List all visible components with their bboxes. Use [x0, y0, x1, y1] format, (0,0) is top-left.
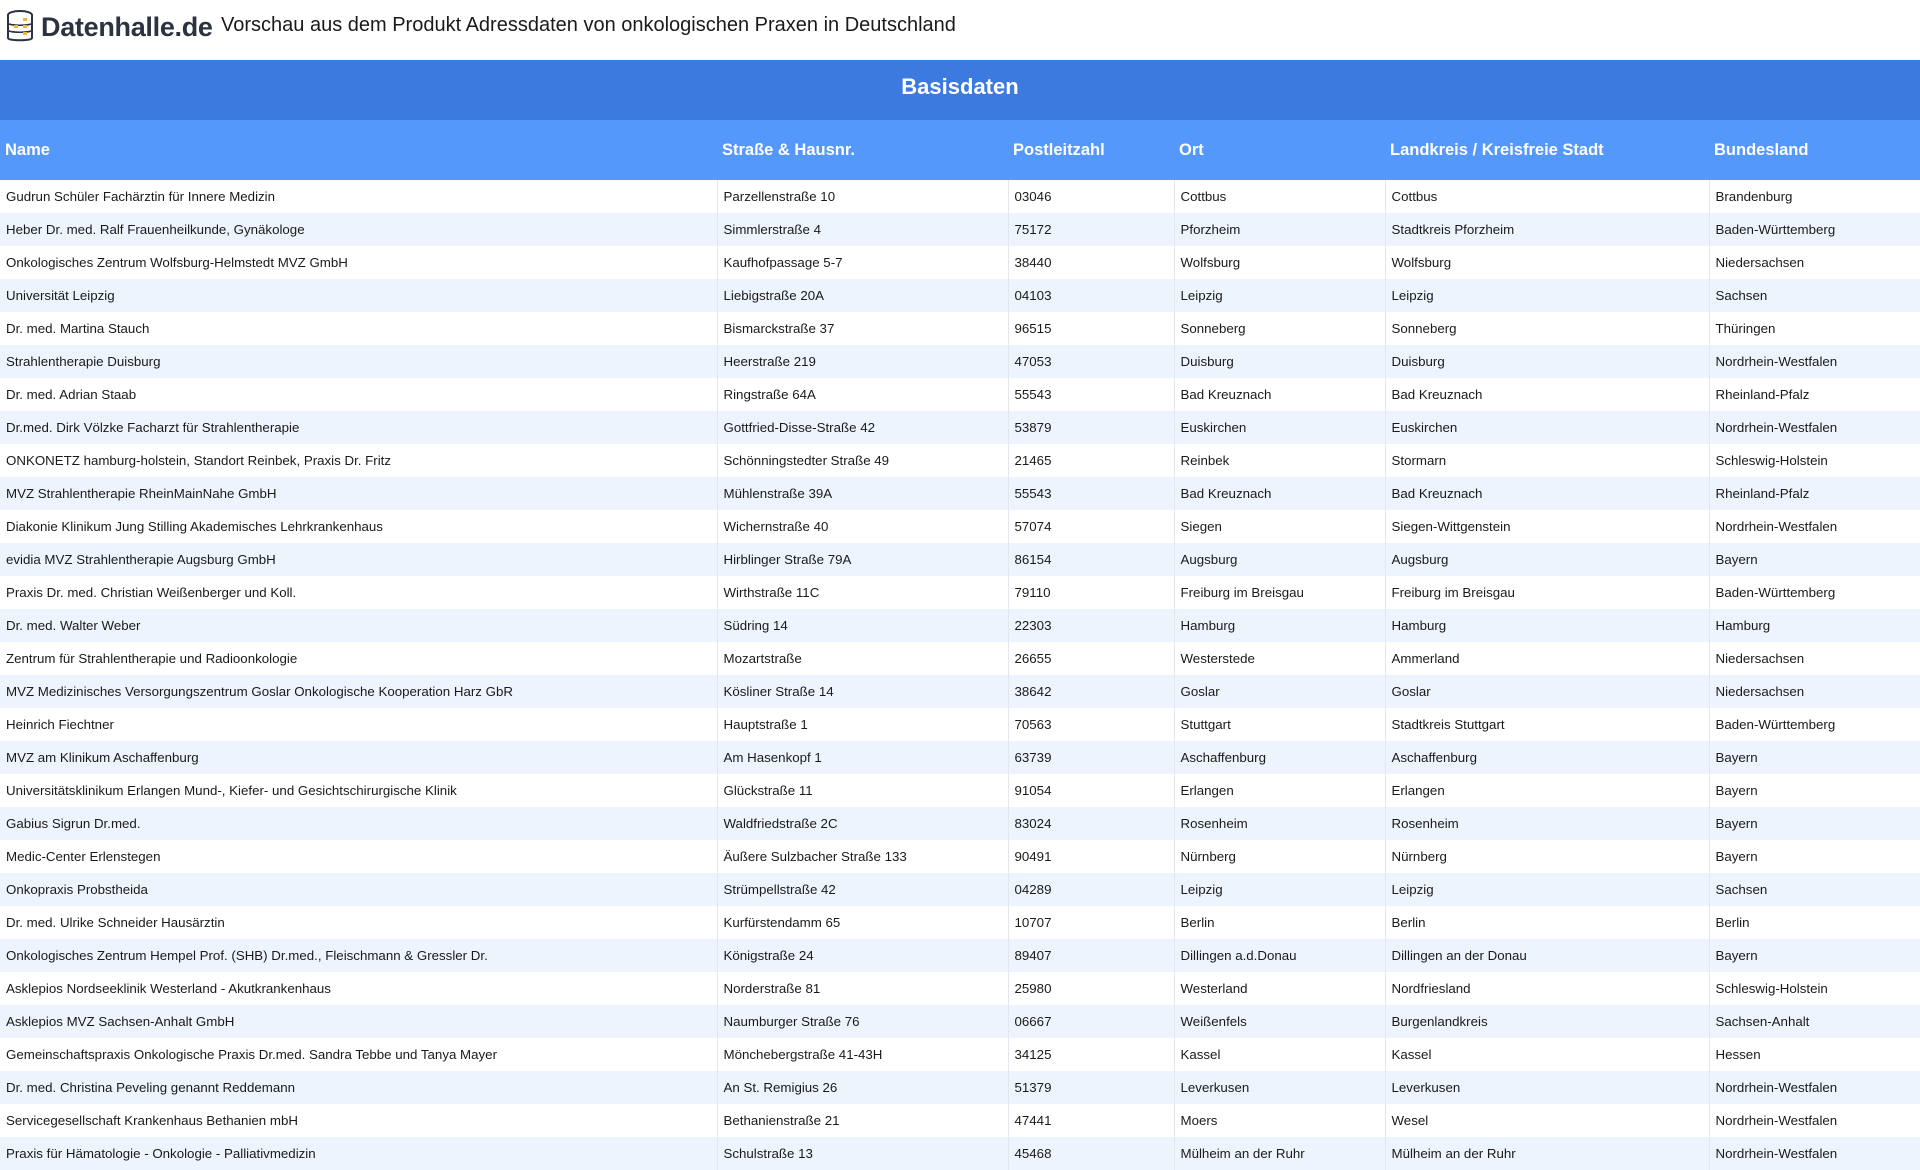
cell-city: Dillingen a.d.Donau	[1174, 939, 1385, 972]
cell-street: Königstraße 24	[717, 939, 1008, 972]
cell-postal-code: 04103	[1008, 279, 1174, 312]
cell-name: Dr. med. Walter Weber	[0, 609, 717, 642]
cell-district: Erlangen	[1385, 774, 1709, 807]
cell-postal-code: 21465	[1008, 444, 1174, 477]
cell-state: Bayern	[1715, 816, 1758, 831]
cell-street: Wichernstraße 40	[717, 510, 1008, 543]
cell-district: Sonneberg	[1385, 312, 1709, 345]
table-row	[0, 939, 1920, 972]
cell-name: Dr. med. Ulrike Schneider Hausärztin	[0, 906, 717, 939]
cell-district: Stadtkreis Pforzheim	[1385, 213, 1709, 246]
cell-state: Sachsen	[1715, 288, 1768, 303]
cell-city: Duisburg	[1174, 345, 1385, 378]
cell-district: Bad Kreuznach	[1385, 477, 1709, 510]
cell-state: Nordrhein-Westfalen	[1715, 1113, 1838, 1128]
cell-street: Hauptstraße 1	[717, 708, 1008, 741]
cell-name: Dr. med. Martina Stauch	[0, 312, 717, 345]
column-header-street: Straße & Hausnr.	[717, 120, 1008, 180]
cell-district: Kassel	[1385, 1038, 1709, 1071]
cell-street: Schulstraße 13	[717, 1137, 1008, 1170]
cell-district: Stadtkreis Stuttgart	[1385, 708, 1709, 741]
cell-postal-code: 86154	[1008, 543, 1174, 576]
cell-name: Medic-Center Erlenstegen	[0, 840, 717, 873]
cell-city: Westerstede	[1174, 642, 1385, 675]
table-row	[0, 477, 1920, 510]
cell-city: Aschaffenburg	[1174, 741, 1385, 774]
table-row	[0, 906, 1920, 939]
cell-state: Schleswig-Holstein	[1715, 453, 1828, 468]
column-header-city: Ort	[1174, 120, 1385, 180]
cell-city: Mülheim an der Ruhr	[1174, 1137, 1385, 1170]
page-title: Vorschau aus dem Produkt Adressdaten von onkologischen Praxen in Deutschland	[221, 14, 956, 36]
table-row	[0, 807, 1920, 840]
cell-city: Euskirchen	[1174, 411, 1385, 444]
cell-street: Kaufhofpassage 5-7	[717, 246, 1008, 279]
cell-postal-code: 96515	[1008, 312, 1174, 345]
table-row	[0, 180, 1920, 213]
table-row	[0, 1038, 1920, 1071]
cell-postal-code: 06667	[1008, 1005, 1174, 1038]
column-header-district: Landkreis / Kreisfreie Stadt	[1385, 120, 1709, 180]
cell-state: Baden-Württemberg	[1715, 585, 1836, 600]
table-row	[0, 1071, 1920, 1104]
cell-postal-code: 75172	[1008, 213, 1174, 246]
cell-district: Stormarn	[1385, 444, 1709, 477]
cell-city: Moers	[1174, 1104, 1385, 1137]
cell-district: Leipzig	[1385, 873, 1709, 906]
cell-street: Glückstraße 11	[717, 774, 1008, 807]
cell-state: Baden-Württemberg	[1715, 222, 1836, 237]
cell-city: Augsburg	[1174, 543, 1385, 576]
table-row	[0, 708, 1920, 741]
cell-state: Nordrhein-Westfalen	[1715, 1080, 1838, 1095]
cell-city: Pforzheim	[1174, 213, 1385, 246]
cell-postal-code: 63739	[1008, 741, 1174, 774]
table-row	[0, 609, 1920, 642]
cell-name: Gudrun Schüler Fachärztin für Innere Medizin	[0, 180, 717, 213]
cell-street: Mozartstraße	[717, 642, 1008, 675]
table-row	[0, 411, 1920, 444]
cell-postal-code: 25980	[1008, 972, 1174, 1005]
cell-postal-code: 55543	[1008, 378, 1174, 411]
cell-street: Waldfriedstraße 2C	[717, 807, 1008, 840]
cell-city: Weißenfels	[1174, 1005, 1385, 1038]
cell-state: Niedersachsen	[1715, 255, 1805, 270]
cell-street: Mönchebergstraße 41-43H	[717, 1038, 1008, 1071]
cell-district: Rosenheim	[1385, 807, 1709, 840]
table-row	[0, 312, 1920, 345]
cell-district: Cottbus	[1385, 180, 1709, 213]
cell-name: Heinrich Fiechtner	[0, 708, 717, 741]
cell-city: Freiburg im Breisgau	[1174, 576, 1385, 609]
cell-name: evidia MVZ Strahlentherapie Augsburg GmbH	[0, 543, 717, 576]
database-stack-icon	[5, 9, 37, 45]
cell-postal-code: 26655	[1008, 642, 1174, 675]
cell-city: Sonneberg	[1174, 312, 1385, 345]
cell-street: Naumburger Straße 76	[717, 1005, 1008, 1038]
cell-street: Am Hasenkopf 1	[717, 741, 1008, 774]
cell-postal-code: 79110	[1008, 576, 1174, 609]
cell-district: Leverkusen	[1385, 1071, 1709, 1104]
cell-district: Wesel	[1385, 1104, 1709, 1137]
cell-street: Gottfried-Disse-Straße 42	[717, 411, 1008, 444]
cell-district: Nordfriesland	[1385, 972, 1709, 1005]
table-row	[0, 444, 1920, 477]
cell-postal-code: 47053	[1008, 345, 1174, 378]
logo-link[interactable]	[5, 9, 213, 45]
cell-city: Bad Kreuznach	[1174, 477, 1385, 510]
table-row	[0, 1104, 1920, 1137]
cell-state: Thüringen	[1715, 321, 1776, 336]
cell-postal-code: 45468	[1008, 1137, 1174, 1170]
cell-street: Hirblinger Straße 79A	[717, 543, 1008, 576]
cell-name: ONKONETZ hamburg-holstein, Standort Reinbek, Praxis Dr. Fritz	[0, 444, 717, 477]
cell-street: Liebigstraße 20A	[717, 279, 1008, 312]
cell-state: Bayern	[1715, 750, 1758, 765]
cell-district: Euskirchen	[1385, 411, 1709, 444]
table-row	[0, 279, 1920, 312]
cell-district: Goslar	[1385, 675, 1709, 708]
cell-city: Hamburg	[1174, 609, 1385, 642]
cell-state: Bayern	[1715, 552, 1758, 567]
cell-street: Mühlenstraße 39A	[717, 477, 1008, 510]
cell-city: Leverkusen	[1174, 1071, 1385, 1104]
table-header	[0, 120, 1920, 180]
cell-street: Strümpellstraße 42	[717, 873, 1008, 906]
cell-city: Wolfsburg	[1174, 246, 1385, 279]
cell-postal-code: 90491	[1008, 840, 1174, 873]
table-body	[0, 180, 1920, 1170]
cell-postal-code: 38440	[1008, 246, 1174, 279]
cell-street: Norderstraße 81	[717, 972, 1008, 1005]
cell-state: Nordrhein-Westfalen	[1715, 354, 1838, 369]
cell-district: Aschaffenburg	[1385, 741, 1709, 774]
cell-name: Heber Dr. med. Ralf Frauenheilkunde, Gynäkologe	[0, 213, 717, 246]
cell-district: Burgenlandkreis	[1385, 1005, 1709, 1038]
cell-state: Schleswig-Holstein	[1715, 981, 1828, 996]
cell-state: Niedersachsen	[1715, 684, 1805, 699]
table-row	[0, 576, 1920, 609]
table-row	[0, 543, 1920, 576]
cell-city: Reinbek	[1174, 444, 1385, 477]
cell-name: Asklepios MVZ Sachsen-Anhalt GmbH	[0, 1005, 717, 1038]
cell-street: Kurfürstendamm 65	[717, 906, 1008, 939]
cell-district: Bad Kreuznach	[1385, 378, 1709, 411]
cell-state: Brandenburg	[1715, 189, 1793, 204]
table-row	[0, 642, 1920, 675]
table-row	[0, 345, 1920, 378]
column-header-postal-code: Postleitzahl	[1008, 120, 1174, 180]
cell-name: Onkologisches Zentrum Hempel Prof. (SHB) Dr.med., Fleischmann & Gressler Dr.	[0, 939, 717, 972]
cell-district: Freiburg im Breisgau	[1385, 576, 1709, 609]
address-table	[0, 120, 1920, 1170]
cell-name: Strahlentherapie Duisburg	[0, 345, 717, 378]
cell-city: Cottbus	[1174, 180, 1385, 213]
cell-district: Berlin	[1385, 906, 1709, 939]
cell-street: Bethanienstraße 21	[717, 1104, 1008, 1137]
cell-postal-code: 22303	[1008, 609, 1174, 642]
cell-state: Rheinland-Pfalz	[1715, 486, 1810, 501]
cell-state: Baden-Württemberg	[1715, 717, 1836, 732]
cell-street: Wirthstraße 11C	[717, 576, 1008, 609]
logo-text: Datenhalle.de	[41, 11, 213, 42]
cell-name: Onkopraxis Probstheida	[0, 873, 717, 906]
cell-district: Leipzig	[1385, 279, 1709, 312]
table-row	[0, 213, 1920, 246]
cell-state: Bayern	[1715, 783, 1758, 798]
table-row	[0, 873, 1920, 906]
cell-city: Bad Kreuznach	[1174, 378, 1385, 411]
cell-state: Bayern	[1715, 849, 1758, 864]
cell-district: Duisburg	[1385, 345, 1709, 378]
cell-district: Wolfsburg	[1385, 246, 1709, 279]
cell-state: Sachsen	[1715, 882, 1768, 897]
cell-postal-code: 04289	[1008, 873, 1174, 906]
cell-postal-code: 55543	[1008, 477, 1174, 510]
cell-district: Ammerland	[1385, 642, 1709, 675]
cell-street: Heerstraße 219	[717, 345, 1008, 378]
cell-postal-code: 83024	[1008, 807, 1174, 840]
cell-state: Hessen	[1715, 1047, 1761, 1062]
cell-city: Rosenheim	[1174, 807, 1385, 840]
cell-street: An St. Remigius 26	[717, 1071, 1008, 1104]
cell-name: Onkologisches Zentrum Wolfsburg-Helmstedt MVZ GmbH	[0, 246, 717, 279]
cell-state: Rheinland-Pfalz	[1715, 387, 1810, 402]
cell-name: Universität Leipzig	[0, 279, 717, 312]
cell-name: MVZ Strahlentherapie RheinMainNahe GmbH	[0, 477, 717, 510]
cell-street: Kösliner Straße 14	[717, 675, 1008, 708]
cell-name: MVZ am Klinikum Aschaffenburg	[0, 741, 717, 774]
table-header-row	[0, 120, 1920, 180]
cell-street: Parzellenstraße 10	[717, 180, 1008, 213]
cell-postal-code: 38642	[1008, 675, 1174, 708]
cell-state: Sachsen-Anhalt	[1715, 1014, 1810, 1029]
cell-district: Augsburg	[1385, 543, 1709, 576]
cell-name: Dr.med. Dirk Völzke Facharzt für Strahlentherapie	[0, 411, 717, 444]
cell-postal-code: 91054	[1008, 774, 1174, 807]
cell-postal-code: 03046	[1008, 180, 1174, 213]
table-row	[0, 1137, 1920, 1170]
cell-name: Gabius Sigrun Dr.med.	[0, 807, 717, 840]
cell-postal-code: 51379	[1008, 1071, 1174, 1104]
cell-name: Gemeinschaftspraxis Onkologische Praxis Dr.med. Sandra Tebbe und Tanya Mayer	[0, 1038, 717, 1071]
cell-street: Schönningstedter Straße 49	[717, 444, 1008, 477]
cell-state: Berlin	[1715, 915, 1750, 930]
cell-postal-code: 47441	[1008, 1104, 1174, 1137]
cell-name: Dr. med. Christina Peveling genannt Reddemann	[0, 1071, 717, 1104]
cell-name: Asklepios Nordseeklinik Westerland - Akutkrankenhaus	[0, 972, 717, 1005]
cell-postal-code: 10707	[1008, 906, 1174, 939]
cell-city: Leipzig	[1174, 279, 1385, 312]
cell-street: Äußere Sulzbacher Straße 133	[717, 840, 1008, 873]
cell-name: Dr. med. Adrian Staab	[0, 378, 717, 411]
cell-state: Hamburg	[1715, 618, 1771, 633]
table-row	[0, 840, 1920, 873]
table-row	[0, 510, 1920, 543]
cell-city: Westerland	[1174, 972, 1385, 1005]
cell-name: MVZ Medizinisches Versorgungszentrum Goslar Onkologische Kooperation Harz GbR	[0, 675, 717, 708]
cell-city: Stuttgart	[1174, 708, 1385, 741]
column-header-name: Name	[0, 120, 717, 180]
cell-district: Hamburg	[1385, 609, 1709, 642]
cell-street: Ringstraße 64A	[717, 378, 1008, 411]
cell-name: Universitätsklinikum Erlangen Mund-, Kiefer- und Gesichtschirurgische Klinik	[0, 774, 717, 807]
cell-street: Simmlerstraße 4	[717, 213, 1008, 246]
cell-name: Diakonie Klinikum Jung Stilling Akademisches Lehrkrankenhaus	[0, 510, 717, 543]
cell-name: Praxis Dr. med. Christian Weißenberger und Koll.	[0, 576, 717, 609]
table-row	[0, 1005, 1920, 1038]
cell-city: Leipzig	[1174, 873, 1385, 906]
cell-street: Bismarckstraße 37	[717, 312, 1008, 345]
cell-state: Nordrhein-Westfalen	[1715, 420, 1838, 435]
cell-district: Siegen-Wittgenstein	[1385, 510, 1709, 543]
cell-state: Bayern	[1715, 948, 1758, 963]
cell-postal-code: 89407	[1008, 939, 1174, 972]
cell-street: Südring 14	[717, 609, 1008, 642]
cell-city: Siegen	[1174, 510, 1385, 543]
cell-postal-code: 53879	[1008, 411, 1174, 444]
cell-postal-code: 57074	[1008, 510, 1174, 543]
cell-name: Servicegesellschaft Krankenhaus Bethanien mbH	[0, 1104, 717, 1137]
cell-city: Goslar	[1174, 675, 1385, 708]
column-header-state: Bundesland	[1709, 120, 1920, 180]
cell-district: Mülheim an der Ruhr	[1385, 1137, 1709, 1170]
cell-city: Nürnberg	[1174, 840, 1385, 873]
cell-postal-code: 34125	[1008, 1038, 1174, 1071]
cell-name: Praxis für Hämatologie - Onkologie - Palliativmedizin	[0, 1137, 717, 1170]
cell-district: Nürnberg	[1385, 840, 1709, 873]
cell-city: Kassel	[1174, 1038, 1385, 1071]
cell-city: Berlin	[1174, 906, 1385, 939]
table-row	[0, 972, 1920, 1005]
cell-postal-code: 70563	[1008, 708, 1174, 741]
table-row	[0, 675, 1920, 708]
table-row	[0, 246, 1920, 279]
cell-name: Zentrum für Strahlentherapie und Radioonkologie	[0, 642, 717, 675]
cell-state: Nordrhein-Westfalen	[1715, 519, 1838, 534]
cell-district: Dillingen an der Donau	[1385, 939, 1709, 972]
cell-city: Erlangen	[1174, 774, 1385, 807]
table-row	[0, 378, 1920, 411]
table-row	[0, 774, 1920, 807]
cell-state: Niedersachsen	[1715, 651, 1805, 666]
table-row	[0, 741, 1920, 774]
cell-state: Nordrhein-Westfalen	[1715, 1146, 1838, 1161]
section-title: Basisdaten	[0, 60, 1920, 120]
top-bar	[0, 0, 1920, 60]
